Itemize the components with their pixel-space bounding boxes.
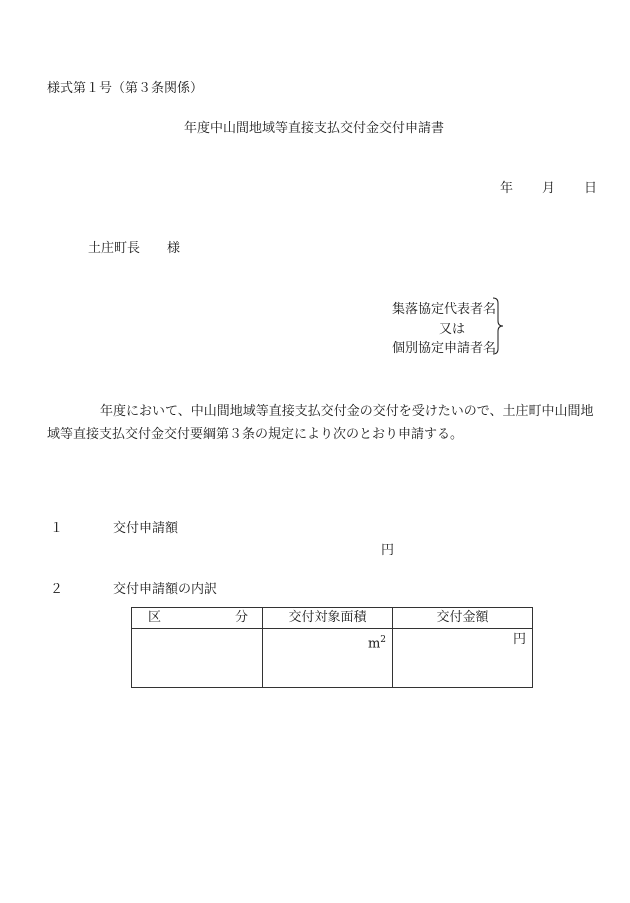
applicant-representative-label: 集落協定代表者名	[391, 302, 496, 317]
applicant-block	[386, 300, 496, 359]
table-row	[132, 629, 533, 688]
cell-area: $m^2$	[263, 629, 393, 688]
header-kubun: 区 分	[132, 608, 263, 629]
applicant-individual-label: 個別協定申請者名	[391, 341, 496, 356]
header-area: 交付対象面積	[263, 608, 393, 629]
item1-label: 交付申請額	[113, 521, 179, 536]
applicant-or-label: 又は	[438, 321, 465, 337]
cell-kubun	[132, 629, 263, 688]
right-brace-icon	[492, 297, 504, 355]
date-year: 年	[500, 181, 514, 196]
item1-number: １	[50, 521, 64, 536]
breakdown-table	[131, 607, 533, 688]
addressee-name: 土庄町長	[88, 241, 141, 256]
item2-label: 交付申請額の内訳	[113, 582, 218, 597]
date-month: 月	[542, 181, 556, 196]
header-amount: 交付金額	[393, 608, 533, 629]
form-number: 様式第１号（第３条関係）	[47, 81, 204, 96]
date-day: 日	[584, 181, 598, 196]
item2-number: ２	[50, 582, 64, 597]
date-line	[500, 181, 597, 197]
table-header-row	[132, 608, 533, 629]
document-title: 年度中山間地域等直接支払交付金交付申請書	[184, 121, 445, 136]
item1-yen-unit: 円	[381, 543, 395, 558]
body-paragraph: 年度において、中山間地域等直接支払交付金の交付を受けたいので、土庄町中山間地域等直接支払交付金交付要綱第３条の規定により次のとおり申請する。	[47, 404, 594, 442]
addressee-honorific: 様	[167, 241, 181, 256]
addressee	[88, 241, 180, 257]
cell-amount: 円	[393, 629, 533, 688]
